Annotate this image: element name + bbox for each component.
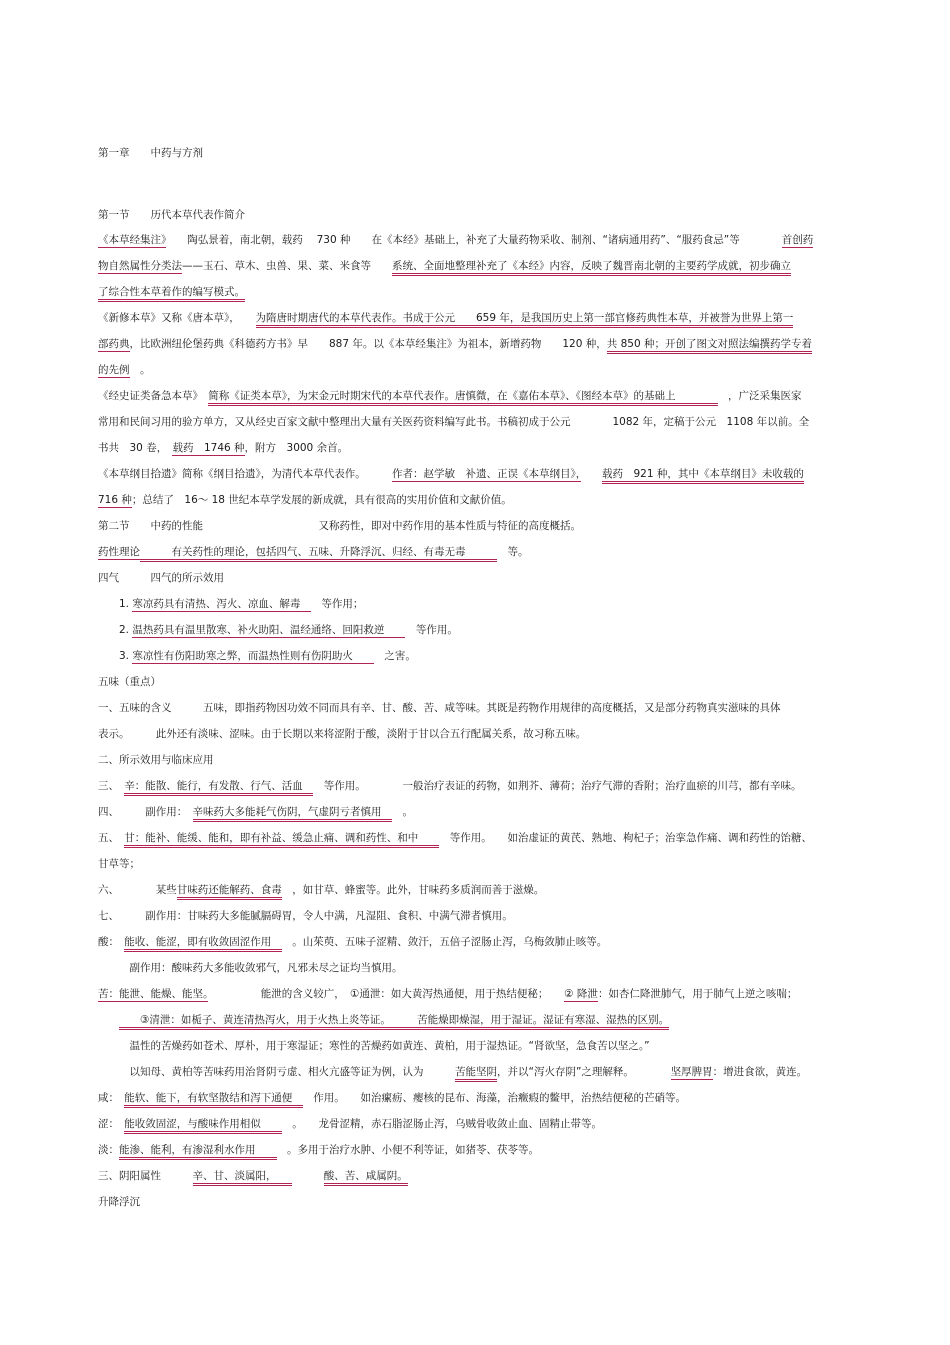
p1b [98,259,791,273]
text-segment: ：增进食欲，黄连。 [712,1066,808,1078]
text-segment: 寒凉性有伤阳助寒之弊，而温热性则有伤阴助火 [132,650,374,662]
text-segment: 物自然属性分类法 [98,260,182,272]
siqi-1 [98,597,363,611]
text-segment: ，并以“泻火存阴”之理解释。 [497,1066,671,1078]
dan [98,1143,539,1157]
text-segment: ③清泄：如栀子、黄连清热泻火，用于火热上炎等证。 [119,1014,417,1030]
chapter-title: 第一章 中药与方剂 [98,147,203,159]
text-segment: 副作用：酸味药大多能收敛邪气，凡邪未尽之证均当慎用。 [98,962,403,974]
w3 [98,779,802,793]
text-segment: 部药典 [98,338,130,350]
text-segment: 辛、甘、淡属阳， [193,1170,293,1186]
text-segment: 1. [98,598,133,610]
w5 [98,831,812,845]
w5b [98,857,140,871]
text-segment: 表示。 此外还有淡味、涩味。由于长期以来将涩附于酸，淡附于甘以合五行配属关系，故习称五味。 [98,728,587,740]
text-segment: 三、阴阳属性 [98,1170,193,1182]
text-segment: 陶弘景着，南北朝，载药 730 种 在《本经》基础上，补充了大量药物采收、制剂、“诸病通用药”、“服药食忌”等 [166,234,782,246]
text-segment: 简称《证类本草》，为宋金元时期宋代的本草代表作。唐慎微，在《嘉佑本草》、《图经本草》的基础上 [208,390,717,406]
text-segment: 。 龙骨涩精，赤石脂涩肠止泻，乌贼骨收敛止血、固精止带等。 [281,1118,602,1130]
text-segment: ：如杏仁降泄肺气，用于肺气上逆之咳喘； [597,988,798,1000]
text-segment: 书共 30 卷， [98,442,173,454]
text-segment: 甘：能补、能缓、能和，即有补益、缓急止痛、调和药性、和中 [124,832,439,848]
xian [98,1091,686,1105]
text-segment: 等。 [497,546,529,558]
se [98,1117,602,1131]
text-segment: 第二节 中药的性能 又称药性，即对中药作用的基本性质与特征的高度概括。 [98,520,581,532]
w6 [98,883,544,897]
text-segment: 能泄的含义较广， ①通泄：如大黄泻热通便，用于热结便秘； [208,988,565,1000]
text-segment: 《新修本草》又称《唐本草》， [98,312,256,324]
text-segment: ；总结了 16～ 18 世纪本草学发展的新成就，具有很高的实用价值和文献价值。 [131,494,512,506]
text-segment: ，附方 3000 余首。 [244,442,349,454]
text-segment: 《本草纲目拾遗》简称《纲目拾遗》，为清代本草代表作。 [98,468,392,480]
text-segment: 淡： [98,1144,119,1156]
ku [98,987,797,1001]
ku-d [98,1065,807,1079]
w1b [98,727,586,741]
text-segment: 三、 [98,780,125,792]
text-segment: 能渗、能利，有渗湿利水作用 [119,1144,277,1160]
text-segment: 作用。 如治瘰疬、瘿核的昆布、海藻，治癥瘕的鳖甲，治热结便秘的芒硝等。 [302,1092,686,1104]
yinyang [98,1169,408,1183]
text-segment: 常用和民间习用的验方单方，又从经史百家文献中整理出大量有关医药资料编写此书。书稿初成于公元 1082 年，定稿于公元 1108 年以前。全 [98,416,810,428]
text-segment: 为隋唐时期唐代的本草代表作。书成于公元 659 年，是我国历史上第一部官修药典性本草，并被誉为世界上第一 [256,312,794,328]
w1 [98,701,781,715]
text-segment: 四气 四气的所示效用 [98,572,224,584]
text-segment: 温热药具有温里散寒、补火助阳、温经通络、回阳救逆 [132,624,406,636]
text-segment: 了综合性本草着作的编写模式。 [98,286,245,302]
p4b [98,493,512,507]
text-segment: 苦：能泄、能燥、能坚。 [98,988,209,1000]
wuwei-title [98,675,161,689]
text-segment: 载药 1746 种 [172,442,245,454]
text-segment [581,468,602,480]
text-segment: 3. [98,650,133,662]
text-segment [98,1014,119,1026]
text-segment: 寒凉药具有清热、泻火、凉血、解毒 [132,598,311,610]
suan-b [98,961,403,975]
ku-c [98,1039,650,1053]
text-segment: 辛：能散、能行，有发散、行气、活血 [124,780,313,796]
text-segment: 等作用。 如治虚证的黄芪、熟地、枸杞子；治挛急作痛、调和药性的饴糖、 [439,832,812,844]
text-segment: 苦能坚阴 [455,1066,497,1082]
text-segment: 辛味药大多能耗气伤阴，气虚阴亏者慎用 [193,806,393,822]
p2b [98,337,812,351]
p3b [98,415,809,429]
text-segment: 坚厚脾胃 [670,1066,713,1078]
text-segment: 药性理论 [98,546,140,558]
text-segment: 七、 副作用：甘味药大多能腻膈碍胃，令人中满，凡湿阻、食积、中满气滞者慎用。 [98,910,513,922]
text-segment: ——玉石、草木、虫兽、果、菜、米食等 [182,260,392,272]
text-segment: ② 降泄 [564,988,598,1000]
p4 [98,467,804,481]
text-segment: 。 [129,364,151,376]
p3 [98,389,802,403]
text-segment: 五、 [98,832,125,844]
text-segment: 一、五味的含义 五味，即指药物因功效不同而具有辛、甘、酸、苦、咸等味。其既是药物作用规律的高度概括，又是部分药物真实滋味的具体 [98,702,781,714]
text-segment: 作者：赵学敏 补遗、正误《本草纲目》， [392,468,581,480]
siqi-2 [98,623,458,637]
theory [98,545,529,559]
text-segment: 五味（重点） [98,676,161,688]
p2c [98,363,151,377]
text-segment: 共 850 种；开创了图文对照法编撰药学专着 [607,338,812,354]
text-segment: 涩： [98,1118,125,1130]
text-segment: 能收敛固涩，与酸味作用相似 [124,1118,282,1134]
section-2-title [98,519,581,533]
w2 [98,753,214,767]
p1 [98,233,813,247]
text-segment: 之害。 [373,650,416,662]
text-segment: 。山茱萸、五味子涩精、敛汗，五倍子涩肠止泻，乌梅敛肺止咳等。 [281,936,608,948]
text-segment: 四、 副作用： [98,806,193,818]
text-segment: 以知母、黄柏等苦味药用治肾阴亏虚、相火亢盛等证为例，认为 [98,1066,455,1078]
text-segment: 甘味药还能解药、食毒 [177,884,282,900]
ku-b [98,1013,669,1027]
text-segment: 2. [98,624,133,636]
text-segment: 的先例 [98,364,130,376]
text-segment: ，如甘草、蜂蜜等。此外，甘味药多质润而善于滋燥。 [281,884,545,896]
text-segment: 能软、能下，有软坚散结和泻下通便 [124,1092,303,1108]
text-segment: 酸、苦、咸属阴。 [324,1170,408,1186]
text-segment: 《经史证类备急本草》 [98,390,209,402]
text-segment: 等作用。 [405,624,458,636]
text-segment: 温性的苦燥药如苍术、厚朴，用于寒湿证；寒性的苦燥药如黄连、黄柏，用于湿热证。“肾欲坚，急食苦以坚之。” [98,1040,650,1052]
text-segment: 716 种 [98,494,132,506]
siqi-title [98,571,224,585]
text-segment: 甘草等； [98,858,140,870]
suan [98,935,607,949]
text-segment: 二、所示效用与临床应用 [98,754,214,766]
text-segment: 升降浮沉 [98,1196,140,1208]
text-segment: 有关药性的理论，包括四气、五味、升降浮沉、归经、有毒无毒 [140,546,497,562]
shengjiang [98,1195,140,1209]
text-segment: 六、 某些 [98,884,177,896]
w7 [98,909,513,923]
p2 [98,311,793,325]
text-segment: 酸： [98,936,125,948]
siqi-3 [98,649,416,663]
text-segment: 系统、全面地整理补充了《本经》内容，反映了魏晋南北朝的主要药学成就，初步确立 [392,260,791,276]
section-1-title: 第一节 历代本草代表作简介 [98,209,245,221]
text-segment [292,1170,324,1182]
p1c [98,285,245,299]
text-segment: ，比欧洲纽伦堡药典《科德药方书》早 887 年。以《本草经集注》为祖本，新增药物 120 种， [129,338,607,350]
w4 [98,805,413,819]
text-segment: 首创药 [781,234,814,246]
text-segment: 《本草经集注》 [98,234,167,246]
text-segment: 能收、能涩，即有收敛固涩作用 [124,936,282,952]
text-segment: 。多用于治疗水肿、小便不利等证，如猪苓、茯苓等。 [276,1144,539,1156]
text-segment: 咸： [98,1092,125,1104]
text-segment: ，广泛采集医家 [717,390,802,402]
text-segment: 载药 921 种，其中《本草纲目》未收载的 [602,468,804,484]
p3c [98,441,348,455]
text-segment: 等作用； [310,598,364,610]
text-segment: 等作用。 一般治疗表证的药物，如荆芥、薄荷；治疗气滞的香附；治疗血瘀的川芎，都有辛味。 [313,780,802,792]
text-segment: 苦能燥即燥湿，用于湿证。湿证有寒湿、湿热的区别。 [417,1014,669,1030]
text-segment: 。 [392,806,413,818]
